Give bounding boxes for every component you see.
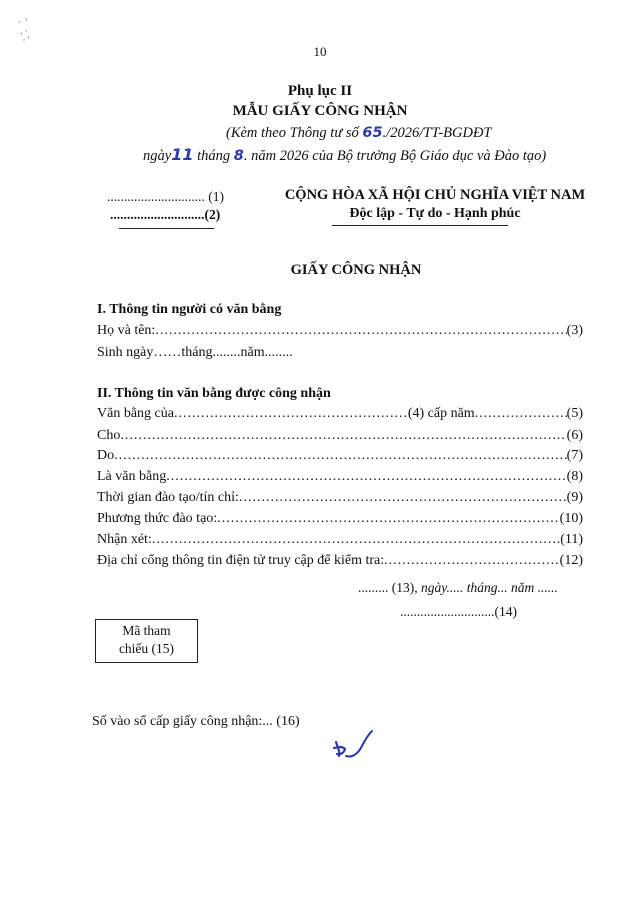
appendix-line2-prefix: ngày: [143, 148, 172, 164]
degree-of-row: [97, 406, 583, 422]
reference-box-line2: chiếu (15): [118, 641, 175, 656]
month-handwritten: 8: [233, 148, 244, 164]
full-name-ref: (3): [566, 323, 583, 338]
is-degree-row: [97, 469, 583, 485]
degree-of-label: Văn bằng của: [97, 406, 174, 421]
duration-row: [97, 490, 583, 506]
section2-heading: II. Thông tin văn bằng được công nhận: [97, 386, 331, 401]
appendix-line2-suffix: . năm 2026 của Bộ trưởng Bộ Giáo dục và Đào tạo): [243, 148, 547, 164]
national-title: CỘNG HÒA XÃ HỘI CHỦ NGHĨA VIỆT NAM: [284, 187, 586, 203]
for-row: [97, 428, 583, 444]
by-row: [97, 448, 583, 464]
signer-line: ............................(14): [400, 604, 517, 619]
reference-code-box: [95, 619, 198, 663]
circular-number-handwritten: 65: [362, 125, 383, 141]
degree-of-dots: [174, 406, 408, 422]
appendix-line1-prefix: (Kèm theo Thông tư số: [226, 125, 363, 141]
remarks-label: Nhận xét:: [97, 532, 152, 547]
for-ref: (6): [566, 428, 583, 443]
place-date-line: [358, 580, 558, 596]
for-label: Cho: [97, 428, 121, 443]
registry-number: Số vào sổ cấp giấy công nhận:... (16): [92, 714, 300, 729]
portal-label: Địa chỉ cổng thông tin điện tử truy cập để kiểm tra:: [97, 553, 385, 568]
for-dots: [120, 428, 566, 444]
is-degree-ref: (8): [566, 469, 583, 484]
appendix-line2-mid: tháng: [193, 148, 234, 164]
degree-of-ref: (4) cấp năm: [407, 406, 475, 421]
duration-dots: [239, 490, 567, 506]
appendix-title: Phụ lục II: [287, 83, 353, 99]
portal-ref: (12): [559, 553, 583, 568]
full-name-label: Họ và tên:: [97, 323, 156, 338]
by-ref: (7): [566, 448, 583, 463]
form-name: MẪU GIẤY CÔNG NHẬN: [232, 103, 408, 119]
mode-dots: [217, 511, 559, 527]
remarks-row: [97, 532, 583, 548]
full-name-row: [97, 323, 583, 339]
issuer-underline: [119, 228, 214, 229]
by-dots: [114, 448, 567, 464]
degree-year-dots: [475, 406, 567, 422]
page-number: 10: [313, 44, 327, 59]
mode-label: Phương thức đào tạo:: [97, 511, 218, 526]
issuer-line-1: ............................. (1): [107, 189, 224, 204]
full-name-dots: [155, 323, 566, 339]
document-title: GIẤY CÔNG NHẬN: [290, 262, 422, 278]
national-motto: Độc lập - Tự do - Hạnh phúc: [349, 206, 521, 221]
issuer-line-2: ............................(2): [110, 207, 221, 222]
by-label: Do: [97, 448, 115, 463]
degree-year-ref: (5): [566, 406, 583, 421]
dob-line: Sinh ngày……tháng........năm........: [97, 345, 293, 360]
portal-row: [97, 553, 583, 569]
day-handwritten: 11: [171, 145, 194, 164]
appendix-line1-suffix: ./2026/TT-BGDĐT: [382, 125, 492, 141]
appendix-line1: [226, 125, 491, 142]
section1-heading: I. Thông tin người có văn bằng: [97, 302, 282, 317]
initials-signature-mark: [328, 728, 388, 778]
is-degree-label: Là văn bằng: [97, 469, 167, 484]
appendix-line2: [143, 145, 546, 165]
duration-label: Thời gian đào tạo/tín chỉ:: [97, 490, 239, 505]
mode-ref: (10): [559, 511, 583, 526]
reference-box-line1: Mã tham: [122, 623, 171, 638]
duration-ref: (9): [566, 490, 583, 505]
place-date-prefix: ......... (13),: [358, 580, 421, 595]
place-date-rest: ngày..... tháng... năm ......: [421, 580, 558, 595]
is-degree-dots: [166, 469, 566, 485]
remarks-ref: (11): [560, 532, 583, 547]
remarks-dots: [152, 532, 560, 548]
scan-specks: · ' . · · ': [18, 17, 30, 45]
motto-underline: [332, 225, 508, 226]
mode-row: [97, 511, 583, 527]
portal-dots: [384, 553, 560, 569]
